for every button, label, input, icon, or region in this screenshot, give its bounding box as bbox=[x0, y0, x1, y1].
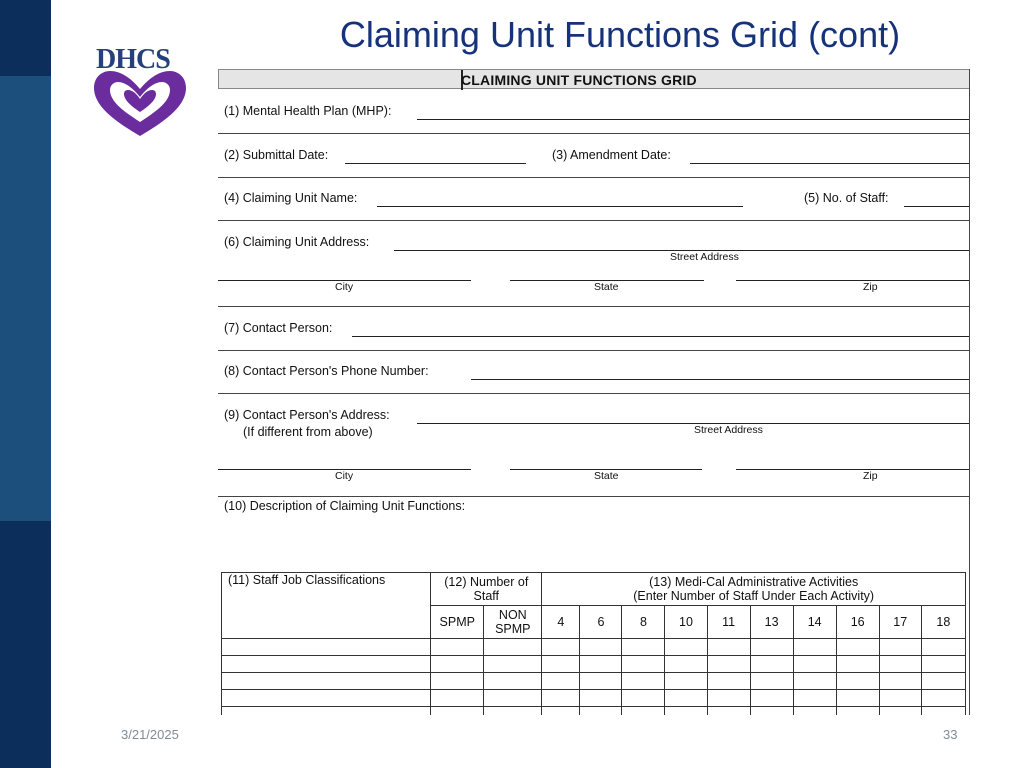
contact-phone-label: (8) Contact Person's Phone Number: bbox=[224, 364, 429, 378]
number-of-staff-header: (12) Number of Staff bbox=[431, 573, 542, 606]
grid-entry-cell[interactable] bbox=[484, 673, 542, 690]
activity-number: 16 bbox=[836, 606, 879, 639]
grid-entry-cell[interactable] bbox=[750, 690, 793, 707]
claiming-unit-form bbox=[218, 69, 970, 715]
form-header bbox=[218, 69, 970, 89]
logo-text: DHCS bbox=[96, 44, 170, 75]
grid-entry-cell[interactable] bbox=[707, 707, 750, 716]
submittal-date-field[interactable] bbox=[345, 163, 526, 164]
grid-entry-cell[interactable] bbox=[665, 673, 707, 690]
grid-entry-cell[interactable] bbox=[879, 656, 921, 673]
grid-entry-cell[interactable] bbox=[542, 639, 580, 656]
activity-number: 8 bbox=[622, 606, 665, 639]
description-label: (10) Description of Claiming Unit Functions: bbox=[224, 499, 466, 513]
job-classifications-header: (11) Staff Job Classifications bbox=[222, 573, 431, 639]
activity-number: 6 bbox=[580, 606, 622, 639]
grid-entry-cell[interactable] bbox=[750, 639, 793, 656]
grid-entry-cell[interactable] bbox=[750, 707, 793, 716]
contact-street-address-field[interactable] bbox=[417, 423, 969, 424]
grid-entry-row bbox=[222, 690, 966, 707]
city-caption: City bbox=[335, 281, 354, 293]
grid-entry-cell[interactable] bbox=[921, 690, 965, 707]
grid-entry-cell[interactable] bbox=[484, 639, 542, 656]
grid-entry-row bbox=[222, 707, 966, 716]
grid-entry-cell[interactable] bbox=[542, 656, 580, 673]
grid-entry-cell[interactable] bbox=[222, 707, 431, 716]
activity-number: 11 bbox=[707, 606, 750, 639]
grid-entry-cell[interactable] bbox=[836, 639, 879, 656]
grid-entry-cell[interactable] bbox=[707, 639, 750, 656]
dhcs-logo bbox=[90, 44, 190, 144]
activities-note: (Enter Number of Staff Under Each Activity) bbox=[633, 589, 875, 603]
grid-entry-cell[interactable] bbox=[879, 707, 921, 716]
claiming-unit-name-field[interactable] bbox=[377, 206, 743, 207]
section-divider bbox=[218, 220, 970, 221]
grid-header-row bbox=[222, 573, 966, 606]
grid-entry-cell[interactable] bbox=[836, 673, 879, 690]
grid-entry-cell[interactable] bbox=[431, 639, 484, 656]
section-divider bbox=[218, 306, 970, 307]
grid-entry-row bbox=[222, 673, 966, 690]
mhp-field[interactable] bbox=[417, 119, 969, 120]
amendment-date-field[interactable] bbox=[690, 163, 969, 164]
contact-address-note: (If different from above) bbox=[243, 425, 373, 439]
street-address-caption: Street Address bbox=[670, 251, 739, 263]
grid-entry-cell[interactable] bbox=[580, 690, 622, 707]
contact-street-caption: Street Address bbox=[694, 424, 763, 436]
form-right-border bbox=[969, 69, 970, 715]
grid-entry-cell[interactable] bbox=[431, 673, 484, 690]
section-divider bbox=[218, 496, 970, 497]
contact-person-field[interactable] bbox=[352, 336, 969, 337]
grid-entry-cell[interactable] bbox=[484, 707, 542, 716]
no-of-staff-field[interactable] bbox=[904, 206, 969, 207]
spmp-header: SPMP bbox=[431, 606, 484, 639]
activity-number: 17 bbox=[879, 606, 921, 639]
claiming-unit-address-label: (6) Claiming Unit Address: bbox=[224, 235, 370, 249]
grid-entry-cell[interactable] bbox=[222, 639, 431, 656]
slide-page-number: 33 bbox=[943, 727, 958, 742]
grid-entry-cell[interactable] bbox=[921, 639, 965, 656]
grid-entry-row bbox=[222, 639, 966, 656]
contact-city-caption: City bbox=[335, 470, 354, 482]
sidebar-band-bottom bbox=[0, 521, 51, 768]
slide-date: 3/21/2025 bbox=[121, 727, 179, 742]
sidebar-decoration bbox=[0, 0, 51, 768]
grid-entry-cell[interactable] bbox=[222, 656, 431, 673]
claiming-unit-name-label: (4) Claiming Unit Name: bbox=[224, 191, 358, 205]
grid-entry-cell[interactable] bbox=[622, 690, 665, 707]
grid-entry-cell[interactable] bbox=[542, 690, 580, 707]
grid-entry-cell[interactable] bbox=[484, 690, 542, 707]
amendment-date-label: (3) Amendment Date: bbox=[552, 148, 671, 162]
activity-number: 14 bbox=[793, 606, 836, 639]
contact-address-label: (9) Contact Person's Address: bbox=[224, 408, 390, 422]
section-divider bbox=[218, 133, 970, 134]
grid-entry-cell[interactable] bbox=[793, 639, 836, 656]
contact-state-caption: State bbox=[594, 470, 619, 482]
grid-entry-row bbox=[222, 656, 966, 673]
grid-entry-cell[interactable] bbox=[580, 673, 622, 690]
heart-hands-icon bbox=[90, 44, 190, 144]
grid-entry-cell[interactable] bbox=[542, 707, 580, 716]
non-spmp-header: NON SPMP bbox=[484, 606, 542, 639]
grid-entry-cell[interactable] bbox=[879, 690, 921, 707]
activity-number: 13 bbox=[750, 606, 793, 639]
grid-entry-cell[interactable] bbox=[836, 707, 879, 716]
grid-entry-cell[interactable] bbox=[707, 673, 750, 690]
grid-entry-cell[interactable] bbox=[921, 673, 965, 690]
grid-entry-cell[interactable] bbox=[665, 690, 707, 707]
activities-title: (13) Medi-Cal Administrative Activities bbox=[649, 575, 859, 589]
grid-entry-cell[interactable] bbox=[793, 707, 836, 716]
contact-person-label: (7) Contact Person: bbox=[224, 321, 333, 335]
zip-field[interactable] bbox=[736, 280, 969, 281]
grid-entry-cell[interactable] bbox=[921, 656, 965, 673]
grid-entry-cell[interactable] bbox=[622, 673, 665, 690]
grid-entry-cell[interactable] bbox=[222, 673, 431, 690]
grid-entry-cell[interactable] bbox=[580, 639, 622, 656]
no-of-staff-label: (5) No. of Staff: bbox=[804, 191, 889, 205]
grid-entry-cell[interactable] bbox=[580, 707, 622, 716]
activity-number: 4 bbox=[542, 606, 580, 639]
grid-entry-cell[interactable] bbox=[793, 690, 836, 707]
grid-entry-cell[interactable] bbox=[542, 673, 580, 690]
grid-entry-cell[interactable] bbox=[750, 656, 793, 673]
section-divider bbox=[218, 177, 970, 178]
grid-entry-cell[interactable] bbox=[793, 656, 836, 673]
grid-entry-cell[interactable] bbox=[484, 656, 542, 673]
mhp-label: (1) Mental Health Plan (MHP): bbox=[224, 104, 392, 118]
grid-entry-cell[interactable] bbox=[622, 639, 665, 656]
contact-phone-field[interactable] bbox=[471, 379, 969, 380]
grid-entry-cell[interactable] bbox=[750, 673, 793, 690]
state-caption: State bbox=[594, 281, 619, 293]
sidebar-band-middle bbox=[0, 76, 51, 521]
form-header-title: CLAIMING UNIT FUNCTIONS GRID bbox=[461, 72, 697, 88]
grid-entry-cell[interactable] bbox=[431, 656, 484, 673]
zip-caption: Zip bbox=[863, 281, 878, 293]
activities-header bbox=[542, 573, 966, 606]
contact-zip-field[interactable] bbox=[736, 469, 969, 470]
grid-entry-cell[interactable] bbox=[622, 707, 665, 716]
grid-entry-cell[interactable] bbox=[665, 707, 707, 716]
activity-number: 18 bbox=[921, 606, 965, 639]
grid-entry-cell[interactable] bbox=[580, 656, 622, 673]
grid-entry-cell[interactable] bbox=[793, 673, 836, 690]
sidebar-band-top bbox=[0, 0, 51, 76]
grid-entry-cell[interactable] bbox=[665, 656, 707, 673]
section-divider bbox=[218, 350, 970, 351]
grid-entry-cell[interactable] bbox=[707, 656, 750, 673]
grid-entry-cell[interactable] bbox=[431, 690, 484, 707]
slide-title: Claiming Unit Functions Grid (cont) bbox=[339, 14, 901, 55]
functions-grid-table bbox=[221, 572, 966, 715]
grid-entry-cell[interactable] bbox=[622, 656, 665, 673]
grid-entry-cell[interactable] bbox=[222, 690, 431, 707]
section-divider bbox=[218, 393, 970, 394]
grid-entry-cell[interactable] bbox=[707, 690, 750, 707]
activity-number: 10 bbox=[665, 606, 707, 639]
grid-entry-cell[interactable] bbox=[836, 656, 879, 673]
submittal-date-label: (2) Submittal Date: bbox=[224, 148, 329, 162]
grid-entry-cell[interactable] bbox=[836, 690, 879, 707]
contact-zip-caption: Zip bbox=[863, 470, 878, 482]
grid-entry-cell[interactable] bbox=[879, 673, 921, 690]
grid-entry-cell[interactable] bbox=[921, 707, 965, 716]
grid-entry-cell[interactable] bbox=[665, 639, 707, 656]
grid-entry-cell[interactable] bbox=[431, 707, 484, 716]
grid-entry-cell[interactable] bbox=[879, 639, 921, 656]
